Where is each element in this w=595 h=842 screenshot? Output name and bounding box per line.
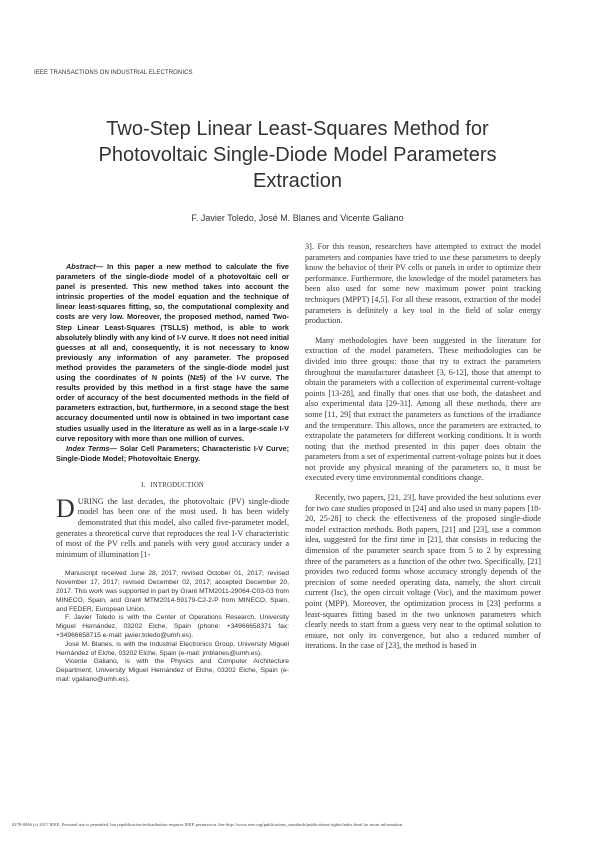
section-title: INTRODUCTION [150,481,205,489]
journal-header: IEEE TRANSACTIONS ON INDUSTRIAL ELECTRONICS [34,70,193,76]
abstract [56,262,289,444]
footnote-author-1: F. Javier Toledo is with the Center of Operations Research, University Miguel Hernández, 03202 Elche, Spain (phone: +34966658371 fax: +34966658715 e-mail: javier.toledo@umh.es). [56,614,289,640]
footnote-author-2: José M. Blanes, is with the Industrial Electronics Group, University Miguel Hernández of Elche, 03202 Elche, Spain (e-mail: jmblanes@umh.es). [56,640,289,657]
abstract-text: In this paper a new method to calculate the five parameters of the single-diode model of a photovoltaic cell or panel is presented. This new method takes into account the intrinsic properties of the model equation and the technique of linear least-squares fitting, so, the computational complexity and costs are very low. Moreover, the proposed method, named Two-Step Linear Least-Squares (TSLLS) method, is able to work absolutely blindly with any kind of I-V curve. It does not need initial guesses at all and, consequently, it is not necessary to know previously any information of any parameter. The proposed method provides the parameters of the single-diode model just using the coordinates of N points (N≥5) of the I-V curve. The results provided by this method in a first stage have the same order of accuracy of the best documented methods in the field of parameters extraction, but, furthermore, in a second stage the best accuracy documented until now is obtained in two important case studies usually used in the literature as well as in a large-scale I-V curve repository with more than one million of curves. [56,262,289,443]
abstract-label: Abstract— [66,262,103,271]
drop-cap: D [56,493,75,523]
footnotes [56,570,289,684]
body-paragraph: Many methodologies have been suggested in the literature for extraction of the model parameters. These methodologies can be divided into three groups: those that try to extract the parameters throughout the manufacturer datasheet [3, 6-12], those that attempt to obtain the parameters with a collection of experimental current-voltage points [13-28], and finally that ones that use both, the datasheet and also experimental data [29-31]. Among all these methods, there are some [11, 29] that extract the parameters as functions of the irradiance and the temperature. This allows, once the parameters are extracted, to extrapolate the parameters for different working conditions. It is worth noting that the method presented in this paper does obtain the parameters from a set of experimental current-voltage points but it does not provide any physical meaning of the parameters so, it must be executed every time environmental conditions change. [305,335,541,483]
section-heading-introduction [56,480,289,489]
intro-text: URING the last decades, the photovoltaic (PV) single-diode model has been one of the most used. It has been widely demonstrated that this model, also called five-parameter model, generates a theoretical curve that reproduces the real I-V characteristic of most of the PV cells and panels with very good accuracy under a minimum of illumination [1- [56,496,289,559]
paper-title: Two-Step Linear Least-Squares Method for Photovoltaic Single-Diode Model Parameters Extraction [98,118,497,192]
right-column [305,242,541,661]
section-numeral: I. [140,479,146,489]
footnote-manuscript: Manuscript received June 28, 2017; revised October 01, 2017; revised November 17, 2017; revised December 02, 2017; accepted December 20, 2017. This work was supported in part by Grant MTM2011-29064-C03-03 from MINECO, Spain, and Grant MTM2014-59179-C2-2-P from MINECO, Spain, and FEDER, European Union. [56,570,289,613]
footnote-author-3: Vicente Galiano, is with the Physics and Computer Architecture Department, University Miguel Hernández of Elche, 03202 Elche, Spain (e-mail: vgaliano@umh.es). [56,658,289,683]
index-terms-label: Index Terms— [66,443,117,453]
index-terms [56,444,289,464]
body-paragraph: Recently, two papers, [21, 23], have provided the best solutions ever for two case studies proposed in [24] and also used in many papers [18-20, 25-28] to check the effectiveness of the proposed single-diode model extraction methods. Both papers, [21] and [23], use a common idea, suggested for the first time in [21], that consists in reducing the dimension of the parameter search space from 5 to 2 by expressing three of the parameters as a function of the other two. Specifically, [21] provides two reduced forms whose accuracy strongly depends of the precision of some needed operating data, namely, the short circuit current (Isc), the open circuit voltage (Voc), and the maximum power point (MPP). Moreover, the optimization process in [23] performs a least-squares fitting based in the two unknown parameters which clearly needs to start from a guess very near to the optimal solution to ensure, not only its convergence, but also a reduced number of iterations. In the case of [23], the method is based in [305,493,541,651]
index-terms-text: Solar Cell Parameters; Characteristic I-V Curve; Single-Diode Model; Photovoltaic Energy. [56,443,289,463]
body-paragraph: 3]. For this reason, researchers have attempted to extract the model parameters and companies have tried to use these parameters to deeply know the behavior of their PV cells or panels in order to optimize their performance. Furthermore, the knowledge of the model parameters has been also used for some new maximum power point tracking techniques (MPPT) [4,5]. For all these reasons, extraction of the model parameters is definitely a key tool in the field of solar energy production. [305,242,541,326]
left-column [56,262,289,685]
intro-paragraph [56,493,289,561]
copyright-footer: 0278-0046 (c) 2017 IEEE. Personal use is permitted, but republication/redistribution requires IEEE permission. See http://www.ieee.org/publications_standards/publications/rights/index.html for more information. [12,822,404,827]
author-list: F. Javier Toledo, José M. Blanes and Vicente Galiano [191,213,404,223]
